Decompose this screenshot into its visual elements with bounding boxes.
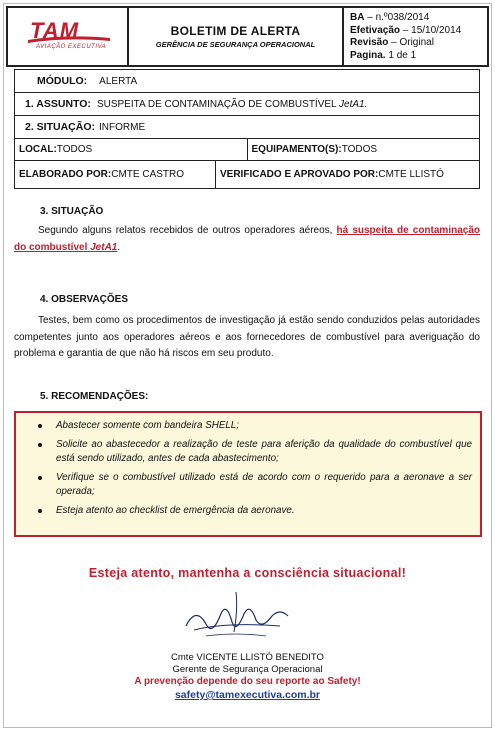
situacao-value: INFORME: [99, 121, 146, 133]
efetivacao-date: Efetivação – 15/10/2014: [350, 24, 462, 36]
logo-cell: [8, 8, 129, 65]
recommendations-box: [14, 411, 482, 537]
elaborado-cell: ELABORADO POR: CMTE CASTRO: [19, 169, 185, 180]
recommendation-item: Solicite ao abastecedor a realização de teste para aferição da qualidade do combustível que está sendo utilizado, antes de cada abastecimento;: [36, 438, 472, 467]
assunto-value: SUSPEITA DE CONTAMINAÇÃO DE COMBUSTÍVEL JetA1.: [96, 98, 368, 110]
meta-cell: [344, 8, 487, 65]
situacao-label: 2. SITUAÇÃO:: [25, 121, 96, 133]
section-4-text: Testes, bem como os procedimentos de investigação já estão sendo conduzidos pelas autoridades competentes junto aos operadores aéreos e aos fornecedores de combustível para averiguação do problema e garantia de que não há riscos em seu produto.: [14, 315, 480, 359]
modulo-label: MÓDULO:: [37, 75, 88, 87]
local-row: [15, 139, 479, 161]
situacao-row: [15, 116, 479, 139]
ba-number: BA – n.º038/2014: [350, 12, 430, 23]
bullet-icon: [38, 509, 42, 513]
assunto-label: 1. ASSUNTO:: [25, 98, 91, 110]
verificado-cell: VERIFICADO E APROVADO POR: CMTE LLISTÓ: [215, 161, 479, 188]
signer-name: Cmte VICENTE LLISTÓ BENEDITO: [171, 652, 324, 663]
bullet-icon: [38, 476, 42, 480]
modulo-row: [15, 70, 479, 93]
recommendation-item: Abastecer somente com bandeira SHELL;: [36, 419, 472, 434]
title-cell: [129, 8, 344, 65]
safety-note: A prevenção depende do seu reporte ao Safety!: [134, 676, 361, 687]
recommendation-item: Esteja atento ao checklist de emergência da aeronave.: [36, 504, 472, 519]
elaborado-row: [15, 161, 479, 188]
slogan: Esteja atento, mantenha a consciência situacional!: [88, 566, 407, 580]
recommendation-item: Verifique se o combustível utilizado está de acordo com o requerido para a aeronave a ser operada;: [36, 471, 472, 500]
modulo-value: ALERTA: [99, 75, 138, 87]
revisao: Revisão – Original: [350, 37, 434, 48]
document-header: [6, 6, 489, 67]
bullet-icon: [38, 443, 42, 447]
info-table: [14, 69, 480, 189]
pagina: Pagina. 1 de 1: [350, 49, 417, 61]
section-5-title: 5. RECOMENDAÇÕES:: [40, 391, 149, 402]
document-title: BOLETIM DE ALERTA: [170, 24, 301, 38]
local-cell: LOCAL: TODOS: [19, 144, 93, 155]
safety-email-link[interactable]: safety@tamexecutiva.com.br: [174, 689, 321, 701]
section-3-text: Segundo alguns relatos recebidos de outros operadores aéreos, há suspeita de contaminação do combustível JetA1.: [14, 225, 480, 253]
logo-subtitle: AVIAÇÃO EXECUTIVA: [36, 44, 107, 50]
assunto-row: [15, 93, 479, 116]
bullet-icon: [38, 424, 42, 428]
signature-image: [176, 586, 296, 646]
section-3-title: 3. SITUAÇÃO: [40, 206, 104, 217]
logo-text: TAM: [30, 18, 80, 43]
document-subtitle: GERÊNCIA DE SEGURANÇA OPERACIONAL: [155, 40, 316, 49]
signer-role: Gerente de Segurança Operacional: [172, 664, 323, 675]
equipamento-cell: EQUIPAMENTO(S): TODOS: [247, 139, 480, 160]
section-4-title: 4. OBSERVAÇÕES: [40, 294, 128, 305]
